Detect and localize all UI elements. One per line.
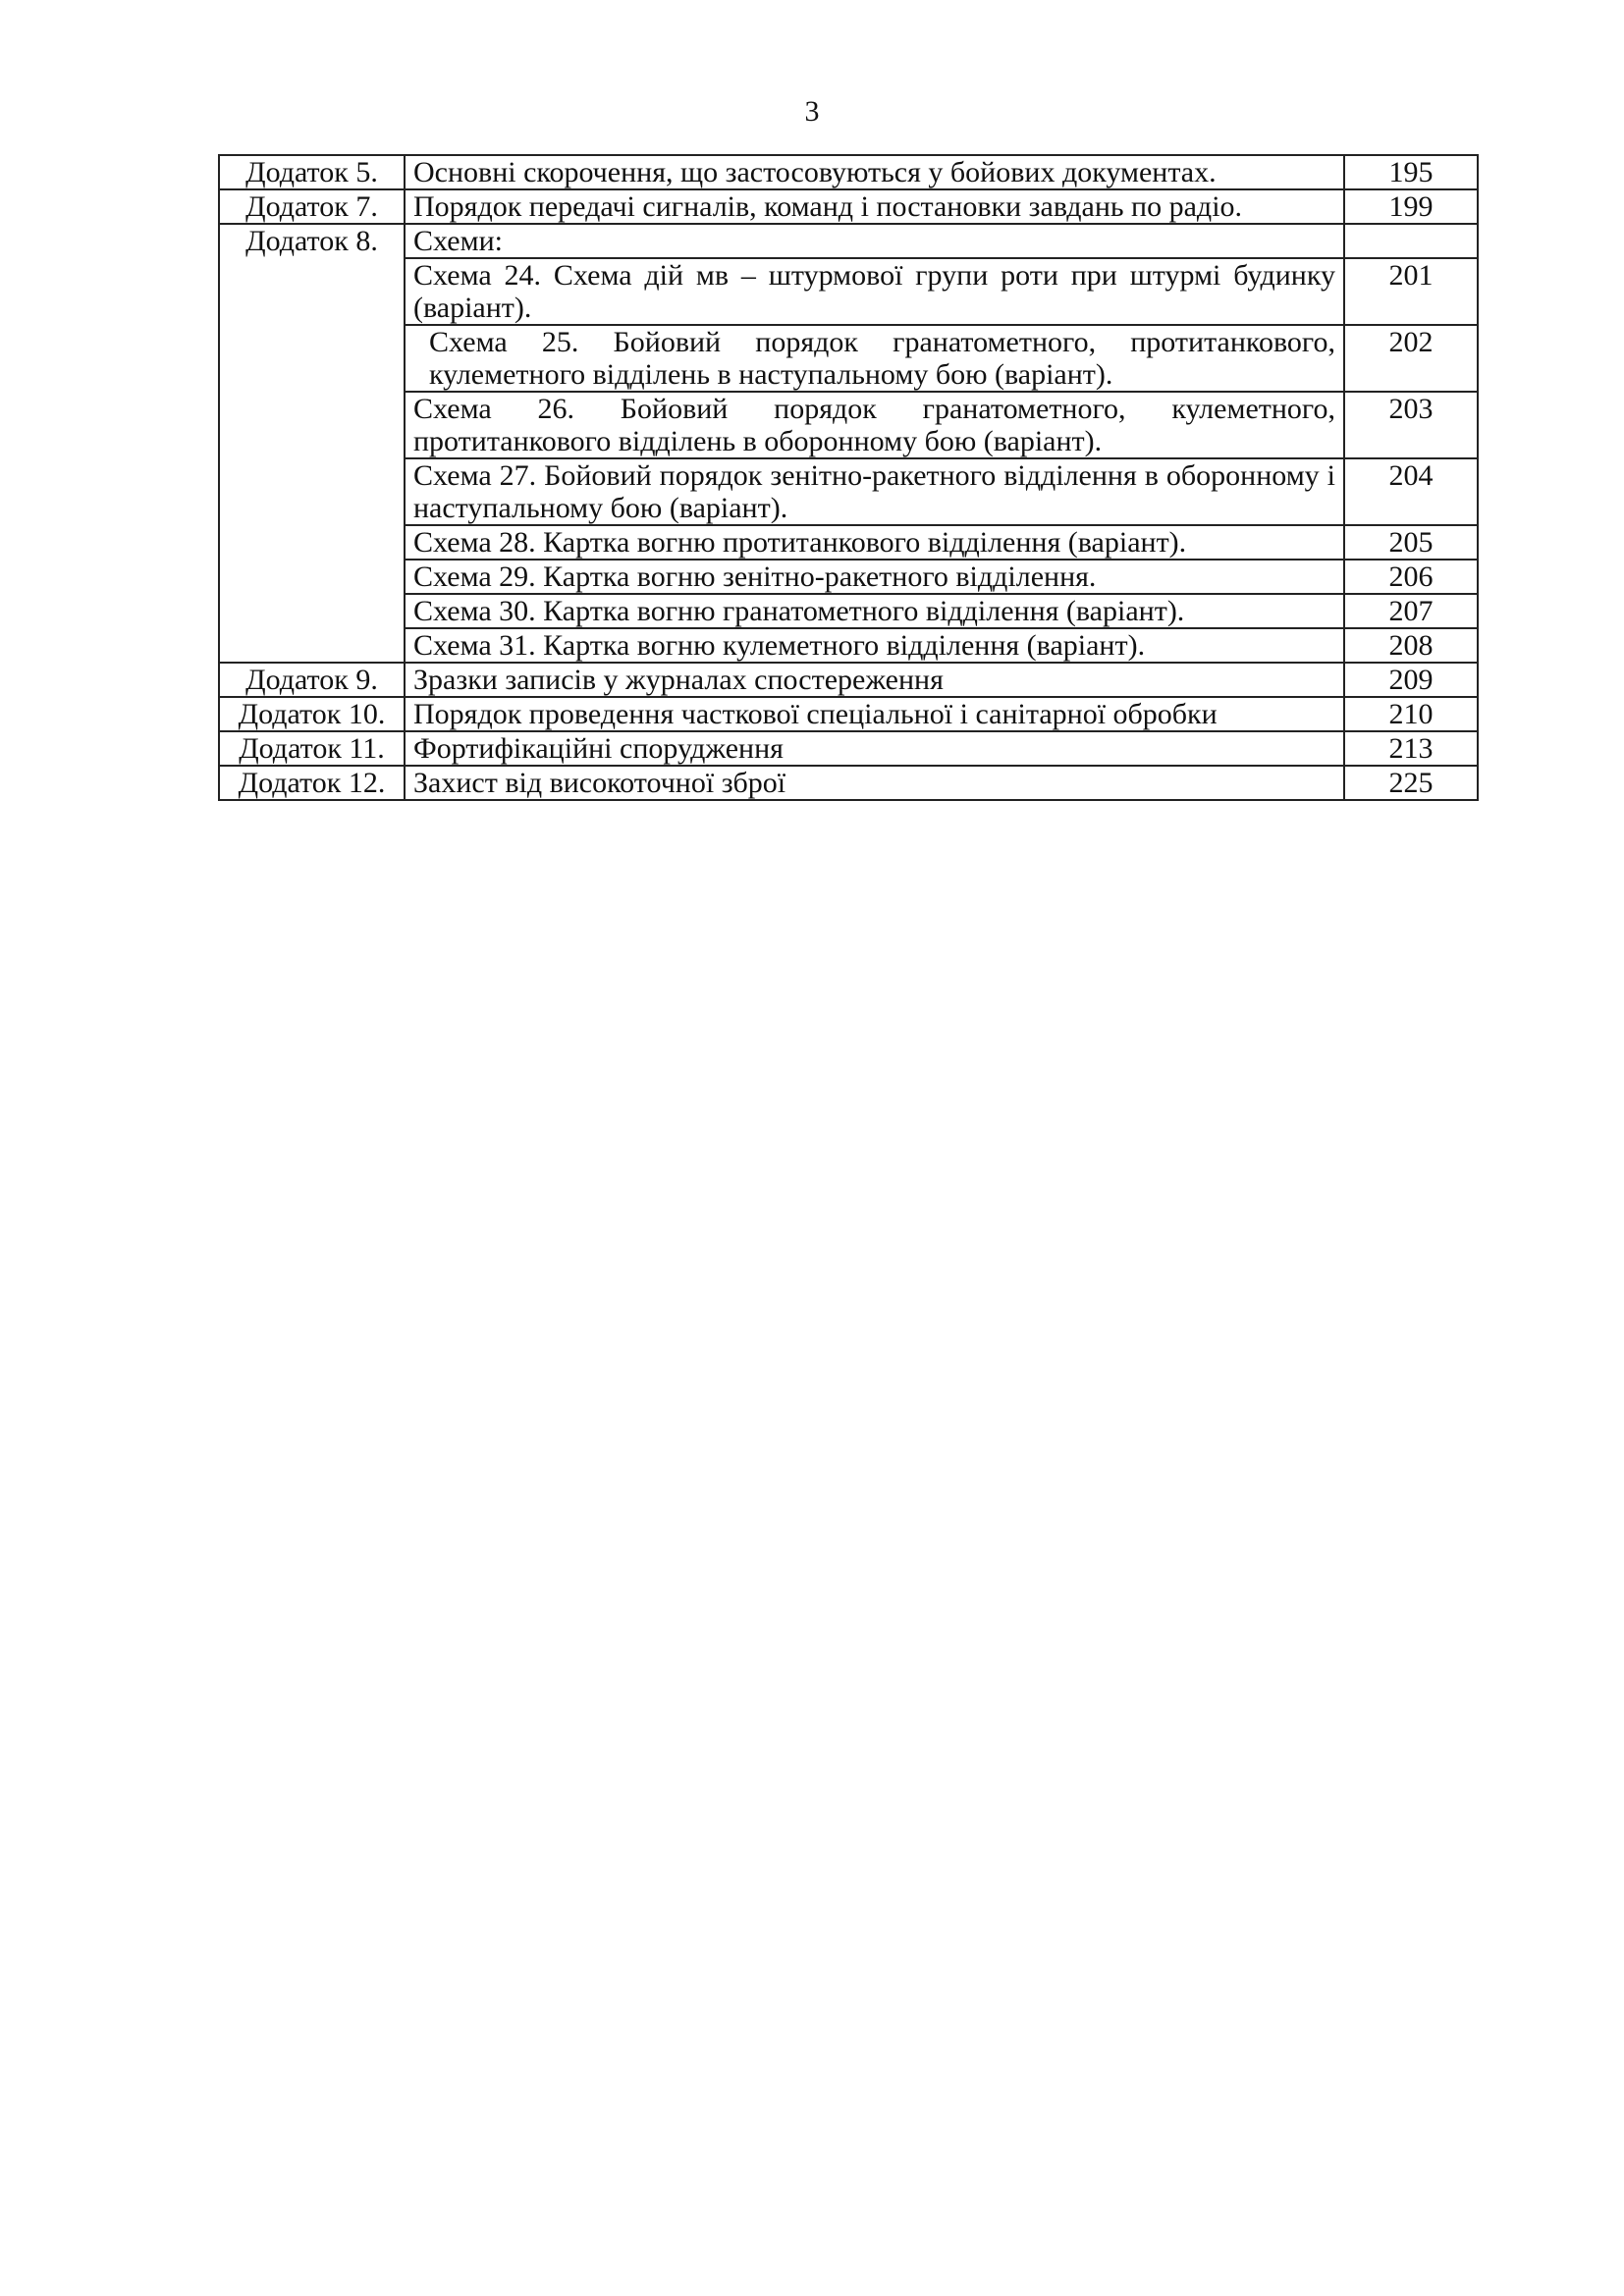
table-row <box>219 525 1478 560</box>
entry-title: Схема 26. Бойовий порядок гранатометного, кулеметного, протитанкового відділень в оборонному бою (варіант). <box>405 392 1344 458</box>
entry-title: Схема 25. Бойовий порядок гранатометного, протитанкового, кулеметного відділень в наступальному бою (варіант). <box>405 325 1344 392</box>
table-row <box>219 224 1478 258</box>
table-row <box>219 258 1478 325</box>
table-row <box>219 458 1478 525</box>
appendix-label: Додаток 11. <box>219 731 405 766</box>
page-ref: 195 <box>1344 155 1478 189</box>
page-ref: 201 <box>1344 258 1478 325</box>
entry-title: Схема 30. Картка вогню гранатометного відділення (варіант). <box>405 594 1344 628</box>
entry-title: Порядок передачі сигналів, команд і постановки завдань по радіо. <box>405 189 1344 224</box>
page-ref <box>1344 224 1478 258</box>
page-ref: 199 <box>1344 189 1478 224</box>
table-row <box>219 731 1478 766</box>
table-row <box>219 189 1478 224</box>
table-row <box>219 392 1478 458</box>
entry-title: Фортифікаційні спорудження <box>405 731 1344 766</box>
entry-title: Основні скорочення, що застосовуються у бойових документах. <box>405 155 1344 189</box>
appendix-label: Додаток 12. <box>219 766 405 800</box>
appendix-label: Додаток 8. <box>219 224 405 663</box>
page-ref: 202 <box>1344 325 1478 392</box>
entry-title: Порядок проведення часткової спеціальної і санітарної обробки <box>405 697 1344 731</box>
page-number: 3 <box>804 95 820 128</box>
page-ref: 209 <box>1344 663 1478 697</box>
table-row <box>219 766 1478 800</box>
entry-title: Зразки записів у журналах спостереження <box>405 663 1344 697</box>
table-row <box>219 560 1478 594</box>
table-row <box>219 155 1478 189</box>
page-ref: 213 <box>1344 731 1478 766</box>
page-ref: 206 <box>1344 560 1478 594</box>
entry-title: Схема 27. Бойовий порядок зенітно-ракетного відділення в оборонному і наступальному бою (варіант). <box>405 458 1344 525</box>
page-ref: 207 <box>1344 594 1478 628</box>
entry-title: Захист від високоточної зброї <box>405 766 1344 800</box>
table-row <box>219 325 1478 392</box>
table-row <box>219 663 1478 697</box>
page-ref: 204 <box>1344 458 1478 525</box>
entry-title: Схема 29. Картка вогню зенітно-ракетного відділення. <box>405 560 1344 594</box>
table-row <box>219 697 1478 731</box>
appendix-label: Додаток 5. <box>219 155 405 189</box>
page-ref: 205 <box>1344 525 1478 560</box>
entry-title: Схема 28. Картка вогню протитанкового відділення (варіант). <box>405 525 1344 560</box>
page-ref: 225 <box>1344 766 1478 800</box>
entry-title: Схема 24. Схема дій мв – штурмової групи роти при штурмі будинку (варіант). <box>405 258 1344 325</box>
table-row <box>219 628 1478 663</box>
page-ref: 208 <box>1344 628 1478 663</box>
appendix-label: Додаток 10. <box>219 697 405 731</box>
table-row <box>219 594 1478 628</box>
entry-title: Схема 31. Картка вогню кулеметного відділення (варіант). <box>405 628 1344 663</box>
page-ref: 210 <box>1344 697 1478 731</box>
appendix-label: Додаток 9. <box>219 663 405 697</box>
appendix-label: Додаток 7. <box>219 189 405 224</box>
table-of-contents <box>218 154 1479 801</box>
entry-title: Схеми: <box>405 224 1344 258</box>
page-ref: 203 <box>1344 392 1478 458</box>
